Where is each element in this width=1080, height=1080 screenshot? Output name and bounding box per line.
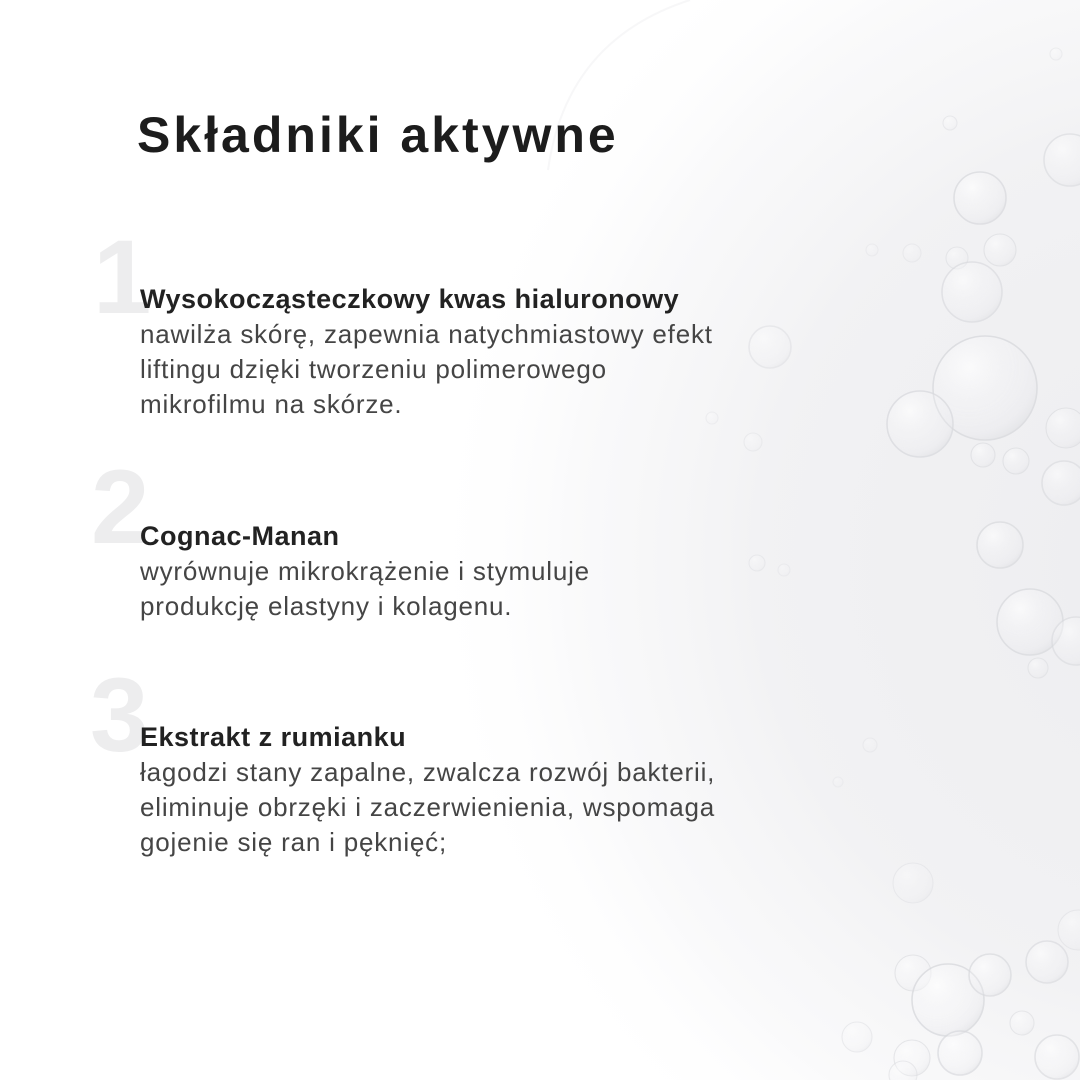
ingredient-description <box>140 317 840 422</box>
bubble-icon <box>887 391 953 457</box>
ingredient-section-chamomile <box>140 721 840 860</box>
bubble-icon <box>744 433 762 451</box>
ingredient-description <box>140 755 840 860</box>
description-line: liftingu dzięki tworzeniu polimerowego <box>140 354 607 384</box>
ingredient-description <box>140 554 840 624</box>
bubble-icon <box>1026 941 1068 983</box>
section-number-watermark-1: 1 <box>93 219 152 336</box>
bubble-icon <box>863 738 877 752</box>
description-line: mikrofilmu na skórze. <box>140 389 403 419</box>
description-line: eliminuje obrzęki i zaczerwienienia, wspomaga <box>140 792 716 822</box>
description-line: nawilża skórę, zapewnia natychmiastowy efekt <box>140 319 713 349</box>
bubble-icon <box>1010 1011 1034 1035</box>
description-line: produkcję elastyny i kolagenu. <box>140 591 513 621</box>
bubble-icon <box>977 522 1023 568</box>
bubble-icon <box>984 234 1016 266</box>
ingredient-section-cognac-manan <box>140 520 840 624</box>
bubble-icon <box>903 244 921 262</box>
description-line: łagodzi stany zapalne, zwalcza rozwój bakterii, <box>140 757 716 787</box>
bubble-icon <box>1003 448 1029 474</box>
bubble-icon <box>1035 1035 1079 1079</box>
bubble-icon <box>1046 408 1080 448</box>
bubble-icon <box>969 954 1011 996</box>
ingredient-name: Wysokocząsteczkowy kwas hialuronowy <box>140 284 680 314</box>
bubble-icon <box>1042 461 1080 505</box>
bubble-icon <box>943 116 957 130</box>
bubble-icon <box>942 262 1002 322</box>
bubble-icon <box>1050 48 1062 60</box>
description-line: wyrównuje mikrokrążenie i stymuluje <box>140 556 590 586</box>
bubble-icon <box>866 244 878 256</box>
bubble-icon <box>893 863 933 903</box>
description-line: gojenie się ran i pęknięć; <box>140 827 447 857</box>
ingredient-section-hyaluronic <box>140 283 840 422</box>
section-number-watermark-2: 2 <box>91 449 150 566</box>
ingredient-name: Cognac-Manan <box>140 521 340 551</box>
section-number-watermark-3: 3 <box>90 657 149 774</box>
bubble-icon <box>1028 658 1048 678</box>
page-title: Składniki aktywne <box>137 107 619 163</box>
ingredient-name: Ekstrakt z rumianku <box>140 722 407 752</box>
bubble-icon <box>938 1031 982 1075</box>
bubble-icon <box>842 1022 872 1052</box>
bubble-icon <box>954 172 1006 224</box>
bubble-icon <box>971 443 995 467</box>
